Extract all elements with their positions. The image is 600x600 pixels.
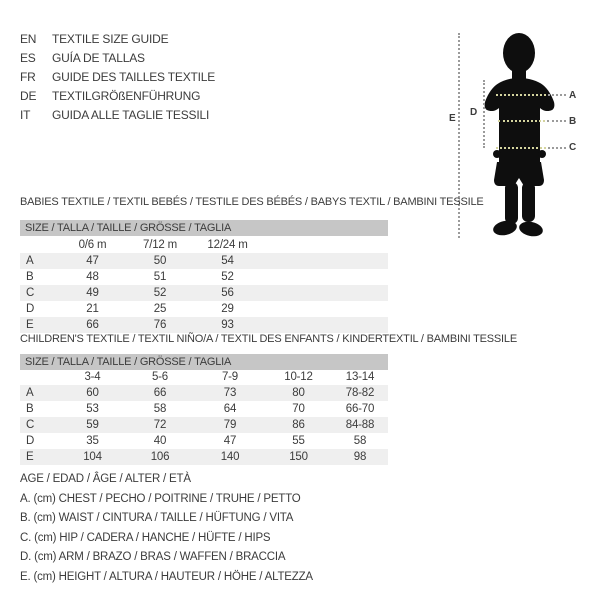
table-row <box>20 401 388 417</box>
row-label: C <box>26 419 35 431</box>
silhouette-right-hand <box>538 150 546 158</box>
row-label: C <box>26 287 35 299</box>
column-header: 3-4 <box>84 371 101 383</box>
size-value-cell: 29 <box>221 303 234 315</box>
silhouette-left-hand <box>493 150 501 158</box>
size-value-cell: 25 <box>153 303 167 315</box>
size-value-cell: 70 <box>292 403 305 415</box>
size-value-cell: 51 <box>153 271 167 283</box>
size-value-cell: 64 <box>223 403 237 415</box>
size-value-cell: 58 <box>153 403 167 415</box>
legend-line: B. (cm) WAIST / CINTURA / TAILLE / HÜFTUNG / VITA <box>20 512 294 524</box>
babies-section-title: BABIES TEXTILE / TEXTIL BEBÉS / TESTILE DES BÉBÉS / BABYS TEXTIL / BAMBINI TESSILE <box>20 196 484 208</box>
table-row <box>20 417 388 433</box>
size-value-cell: 93 <box>221 319 234 331</box>
table-row <box>20 253 388 269</box>
language-label: GUIDE DES TAILLES TEXTILE <box>52 70 216 84</box>
size-value-cell: 73 <box>223 387 237 399</box>
measurement-legend <box>20 470 313 587</box>
row-label: B <box>26 271 34 283</box>
children-size-table <box>20 369 388 465</box>
column-header: 10-12 <box>284 371 313 383</box>
size-value-cell: 140 <box>220 451 240 463</box>
size-value-cell: 50 <box>153 255 167 267</box>
language-code: DE <box>20 89 37 103</box>
row-label: D <box>26 435 35 447</box>
chest-label: A <box>569 90 577 101</box>
language-label: TEXTILGRÖßENFÜHRUNG <box>52 89 201 103</box>
column-header: 12/24 m <box>207 239 248 251</box>
chest-line-lead <box>548 94 566 96</box>
legend-line: D. (cm) ARM / BRAZO / BRAS / WAFFEN / BRACCIA <box>20 551 286 563</box>
size-value-cell: 66-70 <box>345 403 375 415</box>
size-value-cell: 53 <box>86 403 99 415</box>
size-value-cell: 150 <box>289 451 308 463</box>
column-header: 13-14 <box>345 371 375 383</box>
waist-line-lead <box>547 120 566 122</box>
size-value-cell: 84-88 <box>345 419 375 431</box>
language-label: TEXTILE SIZE GUIDE <box>52 32 169 46</box>
table-row <box>20 433 388 449</box>
size-value-cell: 66 <box>86 319 99 331</box>
row-label: D <box>26 303 35 315</box>
size-value-cell: 35 <box>86 435 99 447</box>
silhouette-left-leg <box>505 182 518 224</box>
size-value-cell: 60 <box>86 387 99 399</box>
language-row <box>20 68 215 87</box>
legend-line: A. (cm) CHEST / PECHO / POITRINE / TRUHE / PETTO <box>20 492 301 505</box>
language-code: IT <box>20 108 31 122</box>
silhouette-right-foot <box>518 220 544 239</box>
size-value-cell: 58 <box>353 435 367 447</box>
size-value-cell: 80 <box>292 387 305 399</box>
column-header: 7/12 m <box>143 239 177 251</box>
row-label: A <box>26 387 34 399</box>
row-label: E <box>26 319 34 331</box>
legend-line: AGE / EDAD / ÂGE / ALTER / ETÀ <box>20 473 191 485</box>
babies-size-table <box>20 237 388 333</box>
size-value-cell: 66 <box>153 387 167 399</box>
size-value-cell: 104 <box>83 451 102 463</box>
size-value-cell: 47 <box>223 435 237 447</box>
size-value-cell: 79 <box>223 419 237 431</box>
babies-size-header: SIZE / TALLA / TAILLE / GRÖSSE / TAGLIA <box>20 220 388 236</box>
size-value-cell: 98 <box>353 451 367 463</box>
size-value-cell: 49 <box>86 287 99 299</box>
table-row <box>20 385 388 401</box>
language-label: GUIDA ALLE TAGLIE TESSILI <box>52 108 210 122</box>
waist-line <box>498 120 545 122</box>
table-row <box>20 285 388 301</box>
arm-label: D <box>470 107 478 118</box>
arm-line <box>483 80 485 148</box>
language-code: EN <box>20 32 37 46</box>
size-value-cell: 21 <box>86 303 99 315</box>
size-value-cell: 76 <box>153 319 167 331</box>
size-value-cell: 47 <box>86 255 99 267</box>
size-value-cell: 55 <box>292 435 305 447</box>
language-row <box>20 106 215 125</box>
legend-line: E. (cm) HEIGHT / ALTURA / HAUTEUR / HÖHE / ALTEZZA <box>20 570 313 583</box>
silhouette-shorts <box>494 162 544 186</box>
row-label: E <box>26 451 34 463</box>
language-list <box>20 30 215 125</box>
column-header: 7-9 <box>221 371 239 383</box>
size-value-cell: 48 <box>86 271 99 283</box>
legend-line: C. (cm) HIP / CADERA / HANCHE / HÜFTE / HIPS <box>20 531 271 544</box>
hip-label: C <box>569 142 577 153</box>
column-header: 5-6 <box>151 371 169 383</box>
silhouette-right-leg <box>522 182 535 222</box>
chest-line <box>496 94 546 96</box>
size-value-cell: 56 <box>221 287 234 299</box>
waist-label: B <box>569 116 577 127</box>
size-value-cell: 40 <box>153 435 167 447</box>
hip-line <box>496 147 546 149</box>
size-value-cell: 78-82 <box>345 387 375 399</box>
row-label: A <box>26 255 34 267</box>
size-value-cell: 52 <box>221 271 234 283</box>
column-header: 0/6 m <box>78 239 107 251</box>
size-value-cell: 86 <box>292 419 305 431</box>
size-value-cell: 106 <box>150 451 170 463</box>
language-row <box>20 87 215 106</box>
hip-line-lead <box>548 147 566 149</box>
language-label: GUÍA DE TALLAS <box>52 51 145 65</box>
table-header-row <box>20 237 388 253</box>
children-size-header: SIZE / TALLA / TAILLE / GRÖSSE / TAGLIA <box>20 354 388 370</box>
table-row <box>20 269 388 285</box>
table-row <box>20 301 388 317</box>
row-label: B <box>26 403 34 415</box>
size-value-cell: 54 <box>221 255 234 267</box>
language-row <box>20 30 215 49</box>
children-section-title: CHILDREN'S TEXTILE / TEXTIL NIÑO/A / TEXTIL DES ENFANTS / KINDERTEXTIL / BAMBINI TESSILE <box>20 333 517 345</box>
table-row <box>20 449 388 465</box>
size-value-cell: 72 <box>153 419 167 431</box>
table-row <box>20 317 388 333</box>
height-label: E <box>449 113 456 124</box>
header-spacer <box>20 369 60 385</box>
language-code: FR <box>20 70 36 84</box>
header-spacer <box>20 237 60 253</box>
size-value-cell: 52 <box>153 287 167 299</box>
language-code: ES <box>20 51 36 65</box>
table-header-row <box>20 369 388 385</box>
size-value-cell: 59 <box>86 419 99 431</box>
language-row <box>20 49 215 68</box>
